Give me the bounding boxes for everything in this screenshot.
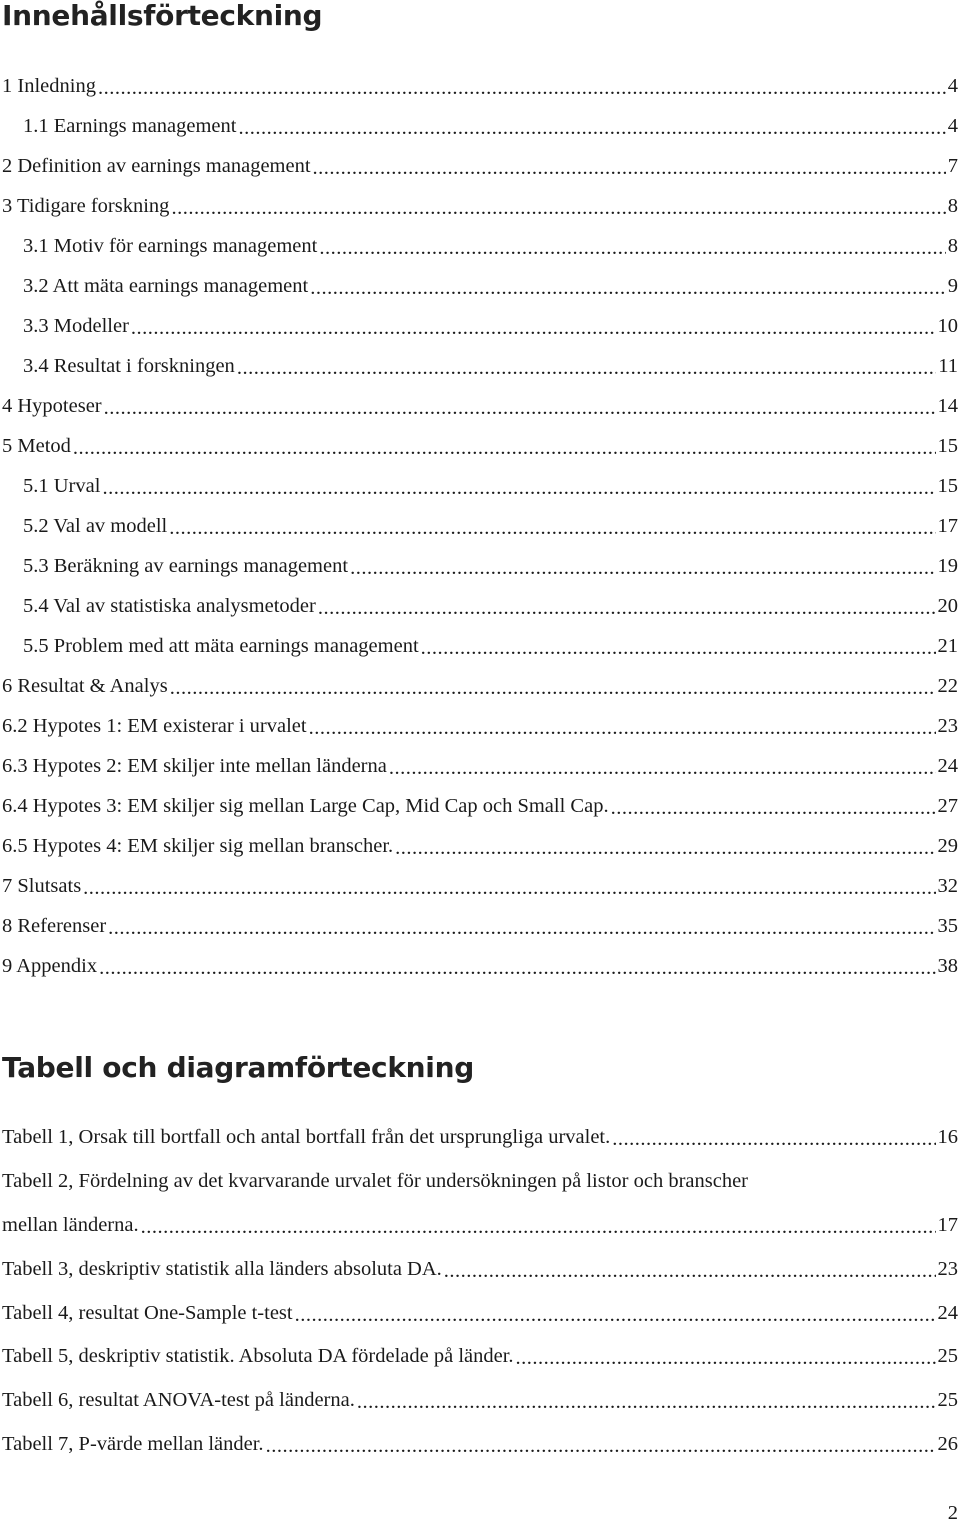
toc-entry[interactable] (0, 346, 960, 386)
toc-entry[interactable] (0, 546, 960, 586)
dot-leader (295, 1304, 936, 1327)
table-list-entry[interactable] (0, 1116, 960, 1160)
table-entry-page: 26 (937, 1432, 958, 1455)
toc-entry-page: 27 (937, 794, 958, 817)
toc-entry[interactable] (0, 746, 960, 786)
dot-leader (309, 717, 936, 740)
dot-leader (83, 877, 935, 900)
dot-leader (313, 157, 946, 180)
table-entry-page: 24 (937, 1301, 958, 1324)
dot-leader (131, 317, 936, 340)
dot-leader (99, 957, 935, 980)
toc-entry-title: 5.5 Problem med att mäta earnings management (23, 634, 419, 657)
toc-entry-page: 9 (947, 274, 958, 297)
list-of-tables (0, 1116, 960, 1466)
table-list-entry[interactable] (0, 1160, 960, 1204)
toc-entry-title: 5.3 Beräkning av earnings management (23, 554, 349, 577)
toc-entry-title: 3.4 Resultat i forskningen (23, 354, 235, 377)
dot-leader (102, 477, 935, 500)
dot-leader (169, 517, 935, 540)
toc-entry-title: 3.2 Att mäta earnings management (23, 274, 309, 297)
toc-entry-page: 15 (937, 474, 958, 497)
toc-entry-title: 6.4 Hypotes 3: EM skiljer sig mellan Large Cap, Mid Cap och Small Cap. (2, 794, 609, 817)
toc-entry-page: 22 (937, 674, 958, 697)
toc-entry[interactable] (0, 146, 960, 186)
toc-entry[interactable] (0, 386, 960, 426)
toc-entry[interactable] (0, 906, 960, 946)
table-of-contents (0, 66, 960, 986)
dot-leader (104, 397, 936, 420)
toc-entry[interactable] (0, 946, 960, 986)
table-entry-title: Tabell 5, deskriptiv statistik. Absoluta DA fördelade på länder. (2, 1345, 514, 1368)
toc-entry-title: 4 Hypoteser (2, 394, 102, 417)
table-entry-title: Tabell 4, resultat One-Sample t-test (2, 1301, 293, 1324)
dot-leader (141, 1216, 936, 1239)
table-entry-page: 25 (937, 1389, 958, 1412)
table-entry-title: Tabell 2, Fördelning av det kvarvarande urvalet för undersökningen på listor och branscher (2, 1170, 748, 1193)
dot-leader (266, 1435, 936, 1458)
toc-entry-page: 8 (947, 194, 958, 217)
toc-entry-page: 11 (938, 354, 958, 377)
toc-entry[interactable] (0, 266, 960, 306)
table-entry-title: Tabell 7, P-värde mellan länder. (2, 1432, 264, 1455)
toc-entry-page: 19 (937, 554, 958, 577)
toc-entry-title: 7 Slutsats (2, 874, 82, 897)
table-list-entry[interactable] (0, 1423, 960, 1467)
dot-leader (98, 77, 946, 100)
toc-entry-page: 4 (947, 74, 958, 97)
table-entry-title: Tabell 1, Orsak till bortfall och antal bortfall från det ursprungliga urvalet. (2, 1126, 611, 1149)
toc-entry-title: 3.1 Motiv för earnings management (23, 234, 318, 257)
toc-entry-title: 5.1 Urval (23, 474, 101, 497)
table-entry-title: Tabell 6, resultat ANOVA-test på länderna. (2, 1389, 355, 1412)
toc-entry-page: 20 (937, 594, 958, 617)
table-entry-title: Tabell 3, deskriptiv statistik alla länders absoluta DA. (2, 1257, 442, 1280)
dot-leader (444, 1260, 936, 1283)
toc-entry-page: 35 (937, 914, 958, 937)
table-entry-page: 25 (937, 1345, 958, 1368)
toc-entry-page: 23 (937, 714, 958, 737)
toc-entry-page: 17 (937, 514, 958, 537)
dot-leader (357, 1391, 936, 1414)
toc-entry-title: 5 Metod (2, 434, 71, 457)
toc-entry-title: 6.5 Hypotes 4: EM skiljer sig mellan branscher. (2, 834, 394, 857)
toc-entry-title: 5.2 Val av modell (23, 514, 168, 537)
toc-entry-title: 1 Inledning (2, 74, 96, 97)
toc-entry[interactable] (0, 626, 960, 666)
toc-entry-title: 1.1 Earnings management (23, 114, 237, 137)
toc-entry-page: 38 (937, 954, 958, 977)
dot-leader (421, 637, 936, 660)
table-entry-page: 17 (937, 1213, 958, 1236)
dot-leader (395, 837, 935, 860)
toc-entry-page: 10 (937, 314, 958, 337)
toc-entry-page: 32 (937, 874, 958, 897)
table-list-entry-continuation[interactable] (0, 1204, 960, 1248)
table-list-entry[interactable] (0, 1335, 960, 1379)
dot-leader (310, 277, 946, 300)
toc-heading: Innehållsförteckning (2, 0, 323, 32)
figures-heading: Tabell och diagramförteckning (2, 1051, 474, 1084)
toc-entry-title: 6.3 Hypotes 2: EM skiljer inte mellan länderna (2, 754, 387, 777)
table-entry-page: 16 (937, 1126, 958, 1149)
toc-entry-title: 5.4 Val av statistiska analysmetoder (23, 594, 316, 617)
toc-entry-title: 6 Resultat & Analys (2, 674, 168, 697)
toc-entry-title: 2 Definition av earnings management (2, 154, 311, 177)
toc-entry[interactable] (0, 706, 960, 746)
toc-entry-title: 8 Referenser (2, 914, 107, 937)
toc-entry[interactable] (0, 426, 960, 466)
toc-entry[interactable] (0, 866, 960, 906)
toc-entry-title: 3 Tidigare forskning (2, 194, 170, 217)
toc-entry[interactable] (0, 826, 960, 866)
toc-entry-page: 8 (947, 234, 958, 257)
dot-leader (73, 437, 936, 460)
toc-entry-page: 24 (937, 754, 958, 777)
toc-entry[interactable] (0, 66, 960, 106)
toc-entry[interactable] (0, 506, 960, 546)
table-list-entry[interactable] (0, 1247, 960, 1291)
toc-entry[interactable] (0, 666, 960, 706)
toc-entry-page: 21 (937, 634, 958, 657)
dot-leader (237, 357, 936, 380)
table-entry-page: 23 (937, 1257, 958, 1280)
dot-leader (108, 917, 935, 940)
toc-entry[interactable] (0, 226, 960, 266)
toc-entry[interactable] (0, 106, 960, 146)
dot-leader (611, 797, 936, 820)
toc-entry[interactable] (0, 186, 960, 226)
dot-leader (389, 757, 936, 780)
dot-leader (170, 677, 936, 700)
toc-entry[interactable] (0, 306, 960, 346)
toc-entry-page: 29 (937, 834, 958, 857)
dot-leader (318, 597, 936, 620)
table-list-entry[interactable] (0, 1379, 960, 1423)
toc-entry[interactable] (0, 586, 960, 626)
toc-entry-title: 6.2 Hypotes 1: EM existerar i urvalet (2, 714, 307, 737)
dot-leader (350, 557, 935, 580)
toc-entry[interactable] (0, 786, 960, 826)
dot-leader (238, 117, 945, 140)
table-entry-title-continuation: mellan länderna. (2, 1213, 139, 1236)
toc-entry-page: 14 (937, 394, 958, 417)
dot-leader (516, 1347, 936, 1370)
dot-leader (612, 1128, 935, 1151)
page-number: 2 (947, 1502, 958, 1524)
toc-entry-title: 3.3 Modeller (23, 314, 129, 337)
dot-leader (171, 197, 945, 220)
toc-entry-page: 7 (947, 154, 958, 177)
toc-entry-page: 4 (947, 114, 958, 137)
toc-entry-page: 15 (937, 434, 958, 457)
toc-entry[interactable] (0, 466, 960, 506)
dot-leader (319, 237, 945, 260)
table-list-entry[interactable] (0, 1291, 960, 1335)
toc-entry-title: 9 Appendix (2, 954, 98, 977)
